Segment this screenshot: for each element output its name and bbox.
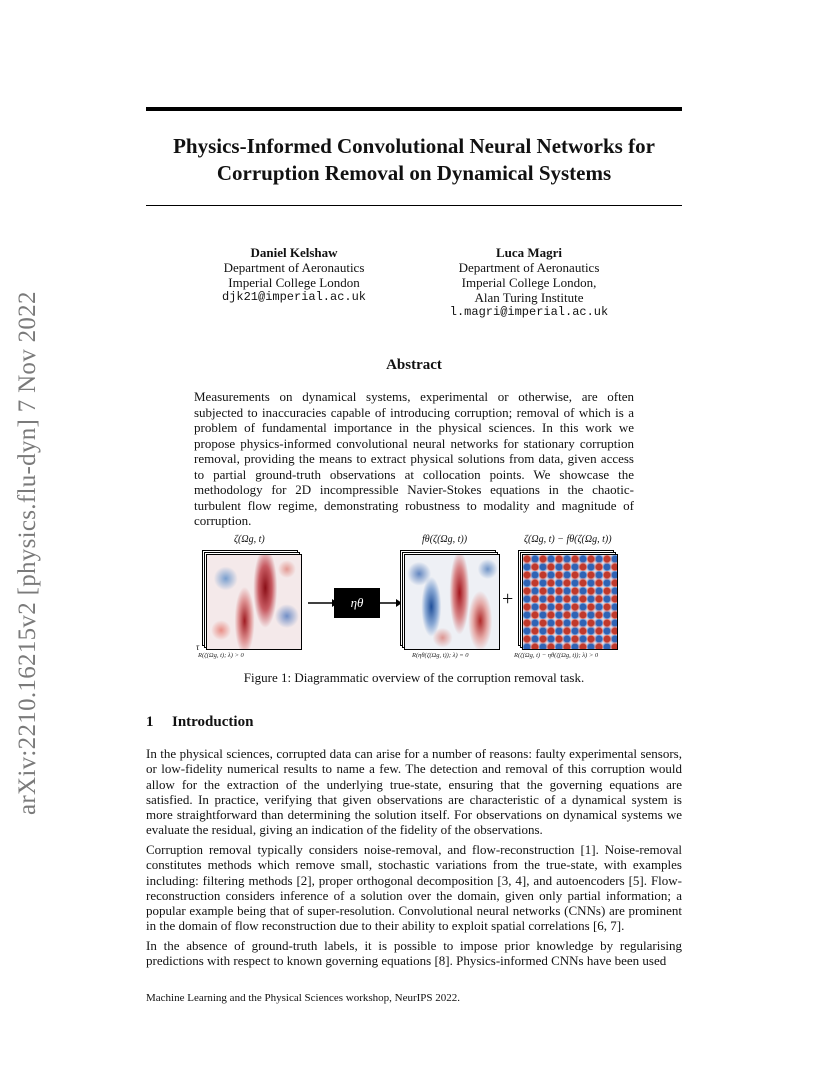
paragraph: In the physical sciences, corrupted data can arise for a number of reasons: faulty experimental sensors, or low-fidelity numerical results to name a few. The detection and removal of this corruption would allow for the extraction of the underlying true-state, ensuring that the governing equations are satisfied. In practice, verifying that given observations are characteristic of a dynamical system is more straightforward than determining the solution itself. For observations on dynamical systems we evaluate the residual, giving an indication of the fidelity of the observations.	[146, 746, 682, 838]
figure-label-difference: ζ(Ωg, t) − fθ(ζ(Ωg, t))	[524, 534, 612, 545]
plus-sign: +	[502, 588, 514, 610]
author-block	[430, 245, 628, 320]
author-affiliation: Department of Aeronautics	[223, 260, 365, 275]
author-name: Daniel Kelshaw	[250, 245, 338, 260]
author-affiliation: Alan Turing Institute	[474, 290, 584, 305]
author-email: djk21@imperial.ac.uk	[221, 290, 367, 304]
author-affiliation: Imperial College London	[228, 275, 360, 290]
figure-1	[196, 530, 636, 665]
author-affiliation: Imperial College London,	[461, 275, 597, 290]
author-block	[196, 245, 392, 305]
residual-label-input: R(ζ(Ωg, t); λ) > 0	[198, 652, 244, 659]
arxiv-identifier: arXiv:2210.16215v2 [physics.flu-dyn] 7 Nov 2022	[14, 291, 41, 815]
section-title: Introduction	[172, 714, 254, 730]
difference-field-stack	[518, 550, 614, 646]
section-heading	[146, 714, 253, 731]
output-vorticity-field	[404, 554, 500, 650]
input-vorticity-field	[206, 554, 302, 650]
output-field-stack	[400, 550, 496, 646]
arrow-in-head	[332, 599, 338, 607]
title-rule-top	[146, 107, 682, 111]
author-email: l.magri@imperial.ac.uk	[449, 305, 609, 319]
author-affiliation: Department of Aeronautics	[458, 260, 600, 275]
network-block: ηθ	[334, 588, 380, 618]
title-rule-bottom	[146, 205, 682, 206]
time-axis-label: τ	[196, 642, 200, 652]
section-number: 1	[146, 714, 154, 730]
figure-label-output: fθ(ζ(Ωg, t))	[422, 534, 468, 545]
input-field-stack	[202, 550, 298, 646]
paper-title: Physics-Informed Convolutional Neural Networks for Corruption Removal on Dynamical Systems	[173, 134, 655, 185]
paragraph: In the absence of ground-truth labels, it is possible to impose prior knowledge by regularising predictions with respect to known governing equations [8]. Physics-informed CNNs have been used	[146, 938, 682, 969]
corruption-field	[522, 554, 618, 650]
figure-label-input: ζ(Ωg, t)	[234, 534, 265, 545]
figure-caption: Figure 1: Diagrammatic overview of the corruption removal task.	[243, 670, 585, 685]
abstract-heading: Abstract	[386, 357, 442, 373]
residual-label-output: R(ηθ(ζ(Ωg, t)); λ) = 0	[412, 652, 469, 659]
page-footer: Machine Learning and the Physical Sciences workshop, NeurIPS 2022.	[146, 992, 461, 1004]
abstract-text: Measurements on dynamical systems, experimental or otherwise, are often subjected to inaccuracies capable of introducing corruption; removal of which is a problem of fundamental importance in the physical sciences. In this work we propose physics-informed convolutional neural networks for stationary corruption removal, providing the means to extract physical solutions from data, given access to partial ground-truth observations at collocation points. We showcase the methodology for 2D incompressible Navier-Stokes equations in the chaotic-turbulent flow regime, demonstrating robustness to modality and magnitude of corruption.	[194, 389, 634, 528]
residual-label-difference: R(ζ(Ωg, t) − ηθ(ζ(Ωg, t)); λ) > 0	[514, 652, 599, 659]
paragraph: Corruption removal typically considers noise-removal, and flow-reconstruction [1]. Noise-removal constitutes methods which remove small, stochastic variations from the true-state, with examples including: filtering methods [2], proper orthogonal decomposition [3, 4], and autoencoders [5]. Flow-reconstruction considers inference of a solution over the domain, given only partial information; a popular example being that of super-resolution. Convolutional neural networks (CNNs) are prominent in the domain of flow reconstruction due to their ability to exploit spatial correlations [6, 7].	[146, 842, 682, 934]
author-name: Luca Magri	[495, 245, 563, 260]
